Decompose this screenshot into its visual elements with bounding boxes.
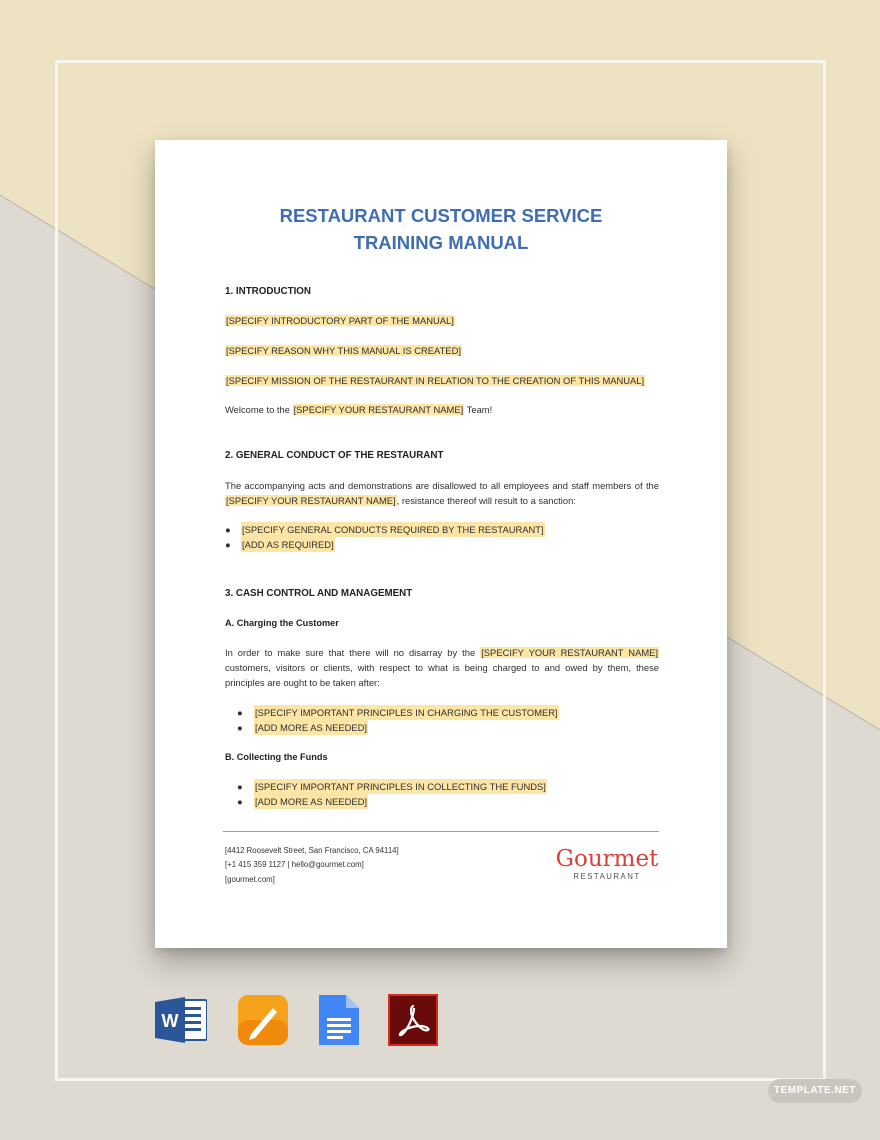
footer-contact: [+1 415 359 1127 | hello@gourmet.com] bbox=[225, 860, 364, 869]
section-3-heading: 3. CASH CONTROL AND MANAGEMENT bbox=[225, 588, 413, 599]
gourmet-logo: Gourmet RESTAURANT bbox=[555, 846, 659, 881]
subsection-a-heading: A. Charging the Customer bbox=[225, 618, 339, 628]
footer-website: [gourmet.com] bbox=[225, 875, 275, 884]
section-2-heading: 2. GENERAL CONDUCT OF THE RESTAURANT bbox=[225, 450, 444, 461]
document-title: RESTAURANT CUSTOMER SERVICE TRAINING MANUAL bbox=[279, 205, 603, 253]
bullet-icon: ● bbox=[225, 524, 231, 535]
bullet-icon: ● bbox=[237, 722, 243, 733]
placeholder-intro: [SPECIFY INTRODUCTORY PART OF THE MANUAL] bbox=[226, 315, 454, 326]
section-2-paragraph: The accompanying acts and demonstrations are disallowed to all employees and staff members of the [SPECIFY YOUR RESTAURANT NAME], resistance thereof will result to a sanction: bbox=[225, 480, 659, 506]
welcome-line: Welcome to the [SPECIFY YOUR RESTAURANT NAME] Team! bbox=[225, 404, 493, 415]
footer-divider bbox=[223, 831, 659, 832]
google-docs-icon[interactable] bbox=[313, 994, 365, 1046]
document-page: RESTAURANT CUSTOMER SERVICE TRAINING MANUAL 1. INTRODUCTION [SPECIFY INTRODUCTORY PART OF THE MANUAL] [SPECIFY REASON WHY THIS MANUAL IS CREATED] [SPECIFY MISSION OF THE RESTAURANT IN RELATION TO THE CREATION OF THIS MANUAL] Welcome to the [SPECIFY YOUR RESTAURANT NAME] Team! 2. GENERAL CONDUCT OF THE RESTAURANT The accompanying acts and demonstrations are disallowed to all employees and staff members of the [SPECIFY YOUR RESTAURANT NAME], resistance thereof will result to a sanction: ● [SPECIFY GENERAL CONDUCTS REQUIRED BY THE RESTAURANT] ● [ADD AS REQUIRED] 3. CASH CONTROL AND MANAGEMENT A. Charging the Customer In order to make sure that there will no disarray by the [SPECIFY YOUR RESTAURANT NAME] customers, visitors or clients, with respect to what is being charged to and owed by them, these principles are ought to be taken after: ● [SPECIFY IMPORTANT PRINCIPLES IN CHARGING THE CUSTOMER] ● [ADD MORE AS NEEDED] B. Collecting the Funds ● [SPECIFY IMPORTANT PRINCIPLES IN COLLECTING THE FUNDS] ● [ADD MORE AS NEEDED] [4412 Roosevelt Street, San Francisco, CA 94114] [+1 415 359 1127 | hello@gourmet.com] [gourmet.com] Gourmet RESTAURANT bbox=[155, 140, 727, 948]
section-1-heading: 1. INTRODUCTION bbox=[225, 286, 311, 297]
pages-icon[interactable] bbox=[237, 994, 289, 1046]
template-net-watermark[interactable]: TEMPLATE.NET bbox=[768, 1079, 862, 1103]
bullet-icon: ● bbox=[237, 781, 243, 792]
word-icon[interactable] bbox=[155, 994, 207, 1046]
adobe-pdf-icon[interactable] bbox=[388, 994, 440, 1046]
subsection-a-paragraph: In order to make sure that there will no disarray by the [SPECIFY YOUR RESTAURANT NAME] customers, visitors or clients, with respect to what is being charged to and owed by them, these principles are ought to be taken after: bbox=[225, 647, 659, 688]
bullet-icon: ● bbox=[225, 539, 231, 550]
footer-address: [4412 Roosevelt Street, San Francisco, CA 94114] bbox=[225, 846, 399, 855]
placeholder-mission: [SPECIFY MISSION OF THE RESTAURANT IN RELATION TO THE CREATION OF THIS MANUAL] bbox=[226, 375, 645, 386]
subsection-b-heading: B. Collecting the Funds bbox=[225, 752, 328, 762]
placeholder-reason: [SPECIFY REASON WHY THIS MANUAL IS CREATED] bbox=[226, 345, 461, 356]
svg-text:W: W bbox=[161, 1011, 179, 1031]
bullet-icon: ● bbox=[237, 707, 243, 718]
bullet-icon: ● bbox=[237, 796, 243, 807]
